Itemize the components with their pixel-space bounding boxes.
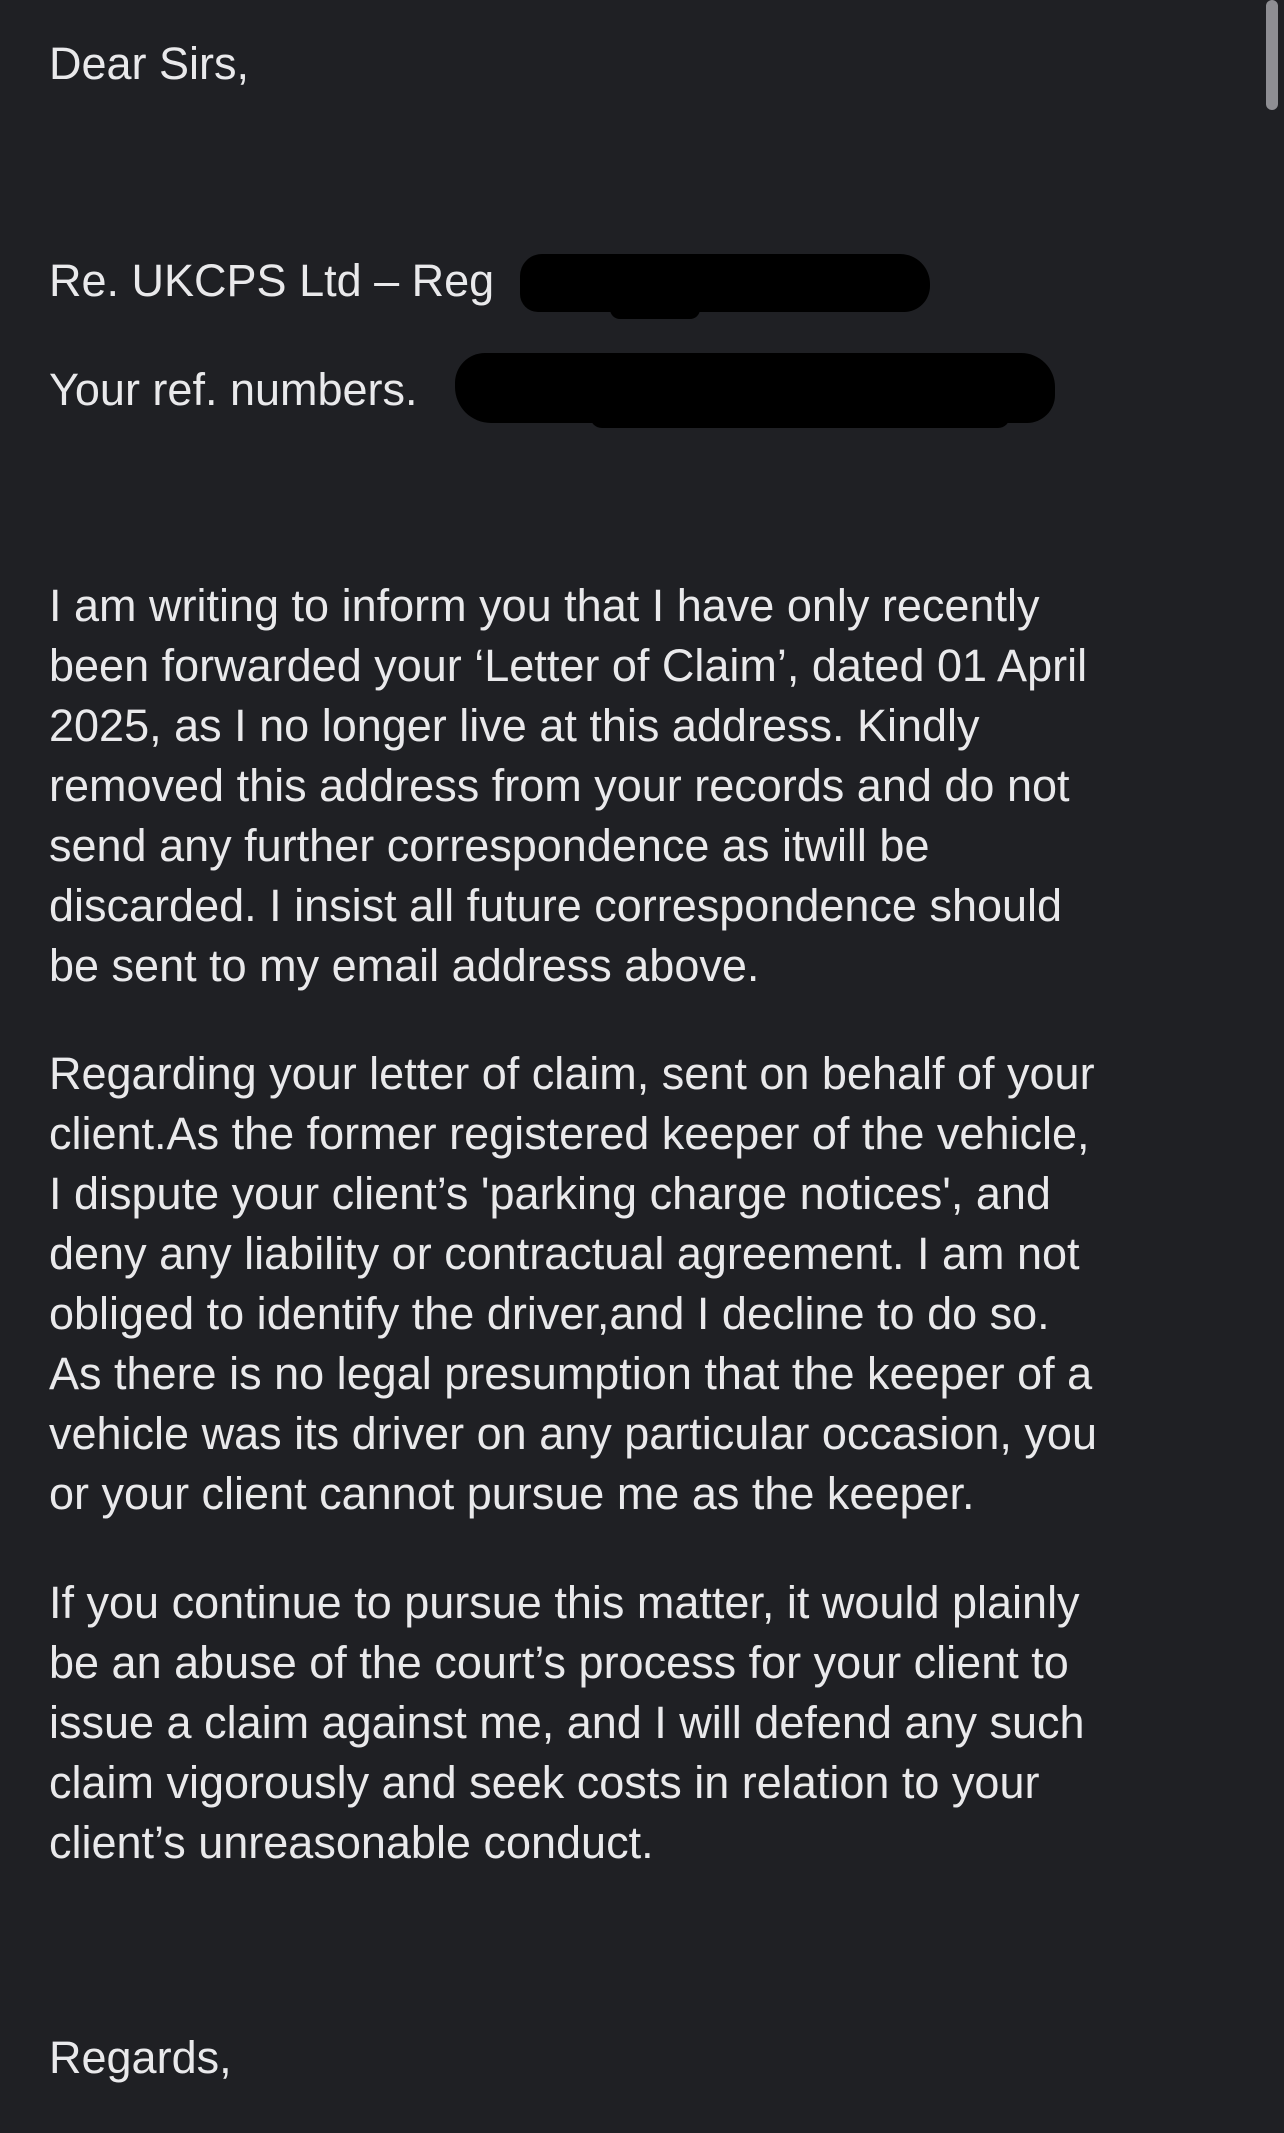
paragraph-line: I am writing to inform you that I have only recently [49, 580, 1040, 631]
redaction-bar-reg [520, 254, 930, 312]
paragraph-line: client.As the former registered keeper of the vehicle, [49, 1108, 1090, 1159]
redaction-bar-reg-tail [610, 295, 700, 319]
reference-reg-prefix: Re. UKCPS Ltd – Reg [49, 255, 495, 306]
paragraph-line: or your client cannot pursue me as the keeper. [49, 1468, 975, 1519]
paragraph-line: deny any liability or contractual agreement. I am not [49, 1228, 1080, 1279]
paragraph-line: claim vigorously and seek costs in relation to your [49, 1757, 1040, 1808]
paragraph-line: removed this address from your records and do not [49, 760, 1070, 811]
paragraph-line: been forwarded your ‘Letter of Claim’, dated 01 April [49, 640, 1088, 691]
paragraph-dispute [49, 1044, 1249, 1524]
paragraph-line: I dispute your client’s 'parking charge notices', and [49, 1168, 1051, 1219]
paragraph-line: client’s unreasonable conduct. [49, 1817, 654, 1868]
paragraph-warning [49, 1573, 1249, 1873]
paragraph-line: 2025, as I no longer live at this address. Kindly [49, 700, 980, 751]
paragraph-line: obliged to identify the driver,and I decline to do so. [49, 1288, 1050, 1339]
scrollbar-thumb[interactable] [1266, 0, 1278, 110]
paragraph-line: If you continue to pursue this matter, it would plainly [49, 1577, 1080, 1628]
redaction-bar-ref-numbers-tail [590, 404, 1010, 428]
paragraph-line: Regarding your letter of claim, sent on behalf of your [49, 1048, 1095, 1099]
paragraph-line: be sent to my email address above. [49, 940, 760, 991]
paragraph-line: discarded. I insist all future correspondence should [49, 880, 1063, 931]
paragraph-line: issue a claim against me, and I will defend any such [49, 1697, 1085, 1748]
paragraph-line: As there is no legal presumption that the keeper of a [49, 1348, 1093, 1399]
closing: Regards, [49, 2032, 232, 2083]
salutation: Dear Sirs, [49, 38, 250, 89]
reference-numbers-prefix: Your ref. numbers. [49, 364, 418, 415]
paragraph-line: be an abuse of the court’s process for your client to [49, 1637, 1069, 1688]
reference-reg-line [49, 251, 494, 311]
paragraph-address-change [49, 576, 1249, 996]
paragraph-line: send any further correspondence as itwill be [49, 820, 930, 871]
paragraph-line: vehicle was its driver on any particular occasion, you [49, 1408, 1097, 1459]
reference-numbers-line [49, 360, 418, 420]
